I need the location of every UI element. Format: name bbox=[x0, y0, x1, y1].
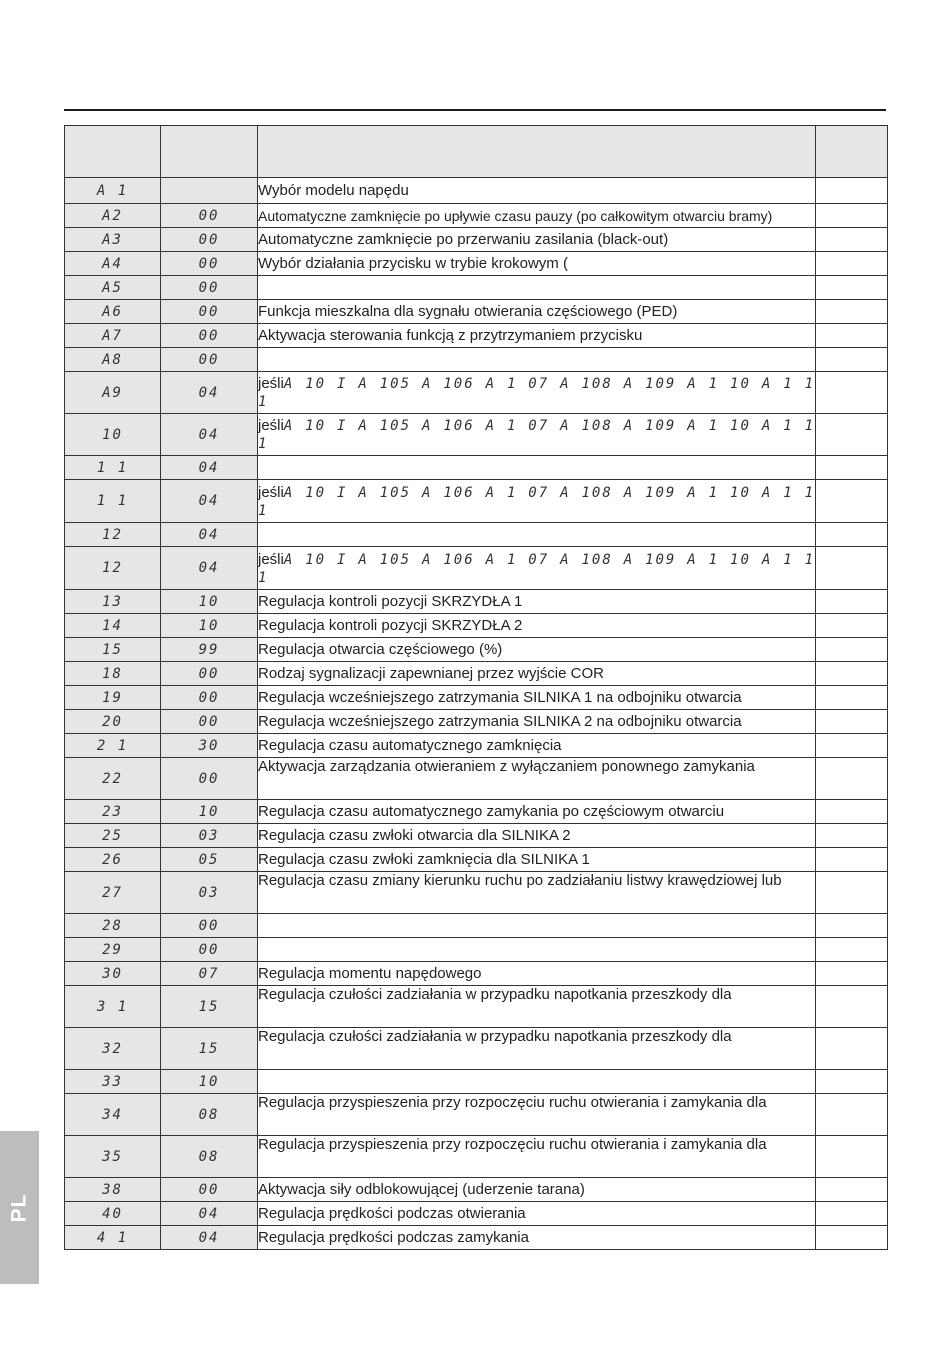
param-default: 04 bbox=[161, 480, 258, 523]
param-notes bbox=[816, 938, 888, 962]
param-notes bbox=[816, 372, 888, 414]
param-code: A8 bbox=[65, 348, 161, 372]
param-description bbox=[258, 480, 816, 523]
param-default: 00 bbox=[161, 252, 258, 276]
param-code: 13 bbox=[65, 590, 161, 614]
param-default: 00 bbox=[161, 228, 258, 252]
table-row bbox=[65, 547, 888, 590]
param-code: 34 bbox=[65, 1094, 161, 1136]
table-row bbox=[65, 1070, 888, 1094]
param-code: 32 bbox=[65, 1028, 161, 1070]
param-description bbox=[258, 348, 816, 372]
param-default: 08 bbox=[161, 1136, 258, 1178]
param-code: 3 1 bbox=[65, 986, 161, 1028]
param-description: Regulacja czułości zadziałania w przypadku napotkania przeszkody dla bbox=[258, 1028, 816, 1070]
table-row bbox=[65, 1178, 888, 1202]
table-row bbox=[65, 1136, 888, 1178]
param-default: 04 bbox=[161, 1226, 258, 1250]
param-description bbox=[258, 414, 816, 456]
param-notes bbox=[816, 204, 888, 228]
param-notes bbox=[816, 638, 888, 662]
param-description bbox=[258, 1070, 816, 1094]
param-notes bbox=[816, 662, 888, 686]
table-row bbox=[65, 324, 888, 348]
param-description bbox=[258, 372, 816, 414]
param-default: 00 bbox=[161, 686, 258, 710]
param-notes bbox=[816, 962, 888, 986]
param-notes bbox=[816, 758, 888, 800]
param-default: 10 bbox=[161, 590, 258, 614]
param-notes bbox=[816, 547, 888, 590]
param-default: 00 bbox=[161, 324, 258, 348]
header-cell-description bbox=[258, 126, 816, 178]
param-description: Regulacja czasu automatycznego zamknięcia bbox=[258, 734, 816, 758]
param-code: 14 bbox=[65, 614, 161, 638]
param-default: 00 bbox=[161, 710, 258, 734]
param-description: Wybór modelu napędu bbox=[258, 178, 816, 204]
param-default bbox=[161, 178, 258, 204]
param-notes bbox=[816, 1070, 888, 1094]
param-default: 05 bbox=[161, 848, 258, 872]
param-default: 00 bbox=[161, 938, 258, 962]
param-notes bbox=[816, 348, 888, 372]
param-notes bbox=[816, 414, 888, 456]
param-notes bbox=[816, 800, 888, 824]
param-code: 40 bbox=[65, 1202, 161, 1226]
table-row bbox=[65, 300, 888, 324]
table-row bbox=[65, 480, 888, 523]
param-description: Regulacja czasu automatycznego zamykania po częściowym otwarciu bbox=[258, 800, 816, 824]
table-row bbox=[65, 758, 888, 800]
param-description: Regulacja czułości zadziałania w przypadku napotkania przeszkody dla bbox=[258, 986, 816, 1028]
param-description: Funkcja mieszkalna dla sygnału otwierania częściowego (PED) bbox=[258, 300, 816, 324]
table-row bbox=[65, 1028, 888, 1070]
param-description: Regulacja przyspieszenia przy rozpoczęciu ruchu otwierania i zamykania dla bbox=[258, 1136, 816, 1178]
param-default: 03 bbox=[161, 824, 258, 848]
table-row bbox=[65, 914, 888, 938]
param-description: Regulacja kontroli pozycji SKRZYDŁA 2 bbox=[258, 614, 816, 638]
param-notes bbox=[816, 178, 888, 204]
param-description: Regulacja momentu napędowego bbox=[258, 962, 816, 986]
table-row bbox=[65, 523, 888, 547]
table-row bbox=[65, 938, 888, 962]
top-rule bbox=[64, 109, 886, 111]
table-row bbox=[65, 986, 888, 1028]
param-description bbox=[258, 914, 816, 938]
table-row bbox=[65, 614, 888, 638]
param-default: 00 bbox=[161, 758, 258, 800]
param-code: 27 bbox=[65, 872, 161, 914]
param-default: 00 bbox=[161, 300, 258, 324]
param-default: 99 bbox=[161, 638, 258, 662]
param-default: 04 bbox=[161, 414, 258, 456]
param-code: 10 bbox=[65, 414, 161, 456]
param-description: Regulacja czasu zwłoki otwarcia dla SILNIKA 2 bbox=[258, 824, 816, 848]
param-notes bbox=[816, 686, 888, 710]
table-row bbox=[65, 638, 888, 662]
param-description: Regulacja czasu zwłoki zamknięcia dla SILNIKA 1 bbox=[258, 848, 816, 872]
param-default: 00 bbox=[161, 348, 258, 372]
param-code: 4 1 bbox=[65, 1226, 161, 1250]
param-description bbox=[258, 523, 816, 547]
param-default: 08 bbox=[161, 1094, 258, 1136]
param-code: 29 bbox=[65, 938, 161, 962]
param-notes bbox=[816, 1178, 888, 1202]
param-notes bbox=[816, 252, 888, 276]
param-description: Regulacja przyspieszenia przy rozpoczęciu ruchu otwierania i zamykania dla bbox=[258, 1094, 816, 1136]
param-description: Automatyczne zamknięcie po przerwaniu zasilania (black-out) bbox=[258, 228, 816, 252]
param-notes bbox=[816, 614, 888, 638]
param-description bbox=[258, 456, 816, 480]
param-default: 10 bbox=[161, 800, 258, 824]
param-default: 00 bbox=[161, 662, 258, 686]
param-notes bbox=[816, 300, 888, 324]
table-row bbox=[65, 1226, 888, 1250]
table-row bbox=[65, 590, 888, 614]
param-description: Rodzaj sygnalizacji zapewnianej przez wyjście COR bbox=[258, 662, 816, 686]
param-notes bbox=[816, 986, 888, 1028]
param-default: 04 bbox=[161, 547, 258, 590]
condition-label: jeśli bbox=[258, 484, 284, 501]
param-description: Regulacja prędkości podczas zamykania bbox=[258, 1226, 816, 1250]
param-default: 07 bbox=[161, 962, 258, 986]
menu-code-list: A 10 I A 105 A 106 A 1 07 A 108 A 109 A 1 10 A 1 1 1 bbox=[258, 485, 815, 519]
table-row bbox=[65, 348, 888, 372]
param-description: Aktywacja siły odblokowującej (uderzenie tarana) bbox=[258, 1178, 816, 1202]
table-row bbox=[65, 686, 888, 710]
param-description: Regulacja otwarcia częściowego (%) bbox=[258, 638, 816, 662]
param-code: 22 bbox=[65, 758, 161, 800]
param-description: Regulacja czasu zmiany kierunku ruchu po zadziałaniu listwy krawędziowej lub bbox=[258, 872, 816, 914]
param-code: 1 1 bbox=[65, 480, 161, 523]
param-default: 10 bbox=[161, 614, 258, 638]
param-default: 00 bbox=[161, 204, 258, 228]
menu-code-list: A 10 I A 105 A 106 A 1 07 A 108 A 109 A 1 10 A 1 1 1 bbox=[258, 376, 815, 410]
param-description: Automatyczne zamknięcie po upływie czasu pauzy (po całkowitym otwarciu bramy) bbox=[258, 204, 816, 228]
param-notes bbox=[816, 710, 888, 734]
table-row bbox=[65, 228, 888, 252]
param-description bbox=[258, 547, 816, 590]
param-code: A 1 bbox=[65, 178, 161, 204]
param-notes bbox=[816, 914, 888, 938]
param-code: 30 bbox=[65, 962, 161, 986]
table-row bbox=[65, 204, 888, 228]
menu-code-list: A 10 I A 105 A 106 A 1 07 A 108 A 109 A 1 10 A 1 1 1 bbox=[258, 552, 815, 586]
table-row bbox=[65, 178, 888, 204]
param-default: 15 bbox=[161, 1028, 258, 1070]
condition-label: jeśli bbox=[258, 375, 284, 392]
header-cell-default bbox=[161, 126, 258, 178]
table-row bbox=[65, 662, 888, 686]
param-description: Regulacja wcześniejszego zatrzymania SILNIKA 1 na odbojniku otwarcia bbox=[258, 686, 816, 710]
param-description bbox=[258, 938, 816, 962]
param-code: A4 bbox=[65, 252, 161, 276]
param-description: Wybór działania przycisku w trybie krokowym ( bbox=[258, 252, 816, 276]
table-row bbox=[65, 848, 888, 872]
param-code: 19 bbox=[65, 686, 161, 710]
table-row bbox=[65, 252, 888, 276]
param-description bbox=[258, 276, 816, 300]
param-notes bbox=[816, 1136, 888, 1178]
table-row bbox=[65, 962, 888, 986]
param-code: A9 bbox=[65, 372, 161, 414]
param-notes bbox=[816, 1094, 888, 1136]
language-tab bbox=[0, 1131, 39, 1284]
param-notes bbox=[816, 456, 888, 480]
table-row bbox=[65, 734, 888, 758]
param-default: 15 bbox=[161, 986, 258, 1028]
menu-code-list: A 10 I A 105 A 106 A 1 07 A 108 A 109 A 1 10 A 1 1 1 bbox=[258, 418, 815, 452]
param-code: 38 bbox=[65, 1178, 161, 1202]
param-notes bbox=[816, 848, 888, 872]
param-notes bbox=[816, 824, 888, 848]
table-row bbox=[65, 1202, 888, 1226]
param-notes bbox=[816, 1028, 888, 1070]
param-code: 23 bbox=[65, 800, 161, 824]
param-code: A7 bbox=[65, 324, 161, 348]
param-code: 25 bbox=[65, 824, 161, 848]
param-notes bbox=[816, 872, 888, 914]
table-row bbox=[65, 1094, 888, 1136]
table-header-row bbox=[65, 126, 888, 178]
table-row bbox=[65, 414, 888, 456]
param-code: 18 bbox=[65, 662, 161, 686]
param-code: A6 bbox=[65, 300, 161, 324]
param-code: 12 bbox=[65, 547, 161, 590]
param-description: Aktywacja zarządzania otwieraniem z wyłączaniem ponownego zamykania bbox=[258, 758, 816, 800]
param-notes bbox=[816, 1202, 888, 1226]
table-row bbox=[65, 276, 888, 300]
table-row bbox=[65, 824, 888, 848]
table-row bbox=[65, 800, 888, 824]
param-description: Regulacja kontroli pozycji SKRZYDŁA 1 bbox=[258, 590, 816, 614]
param-code: 1 1 bbox=[65, 456, 161, 480]
table-row bbox=[65, 456, 888, 480]
param-notes bbox=[816, 590, 888, 614]
param-default: 00 bbox=[161, 1178, 258, 1202]
param-notes bbox=[816, 324, 888, 348]
param-notes bbox=[816, 734, 888, 758]
param-default: 04 bbox=[161, 372, 258, 414]
param-code: 20 bbox=[65, 710, 161, 734]
param-notes bbox=[816, 1226, 888, 1250]
param-code: 33 bbox=[65, 1070, 161, 1094]
param-code: A3 bbox=[65, 228, 161, 252]
param-default: 30 bbox=[161, 734, 258, 758]
language-tab-label: PL bbox=[7, 1193, 31, 1222]
param-default: 03 bbox=[161, 872, 258, 914]
param-default: 04 bbox=[161, 1202, 258, 1226]
table-row bbox=[65, 372, 888, 414]
param-code: 2 1 bbox=[65, 734, 161, 758]
param-code: A5 bbox=[65, 276, 161, 300]
param-default: 10 bbox=[161, 1070, 258, 1094]
param-code: 12 bbox=[65, 523, 161, 547]
table-row bbox=[65, 872, 888, 914]
param-notes bbox=[816, 228, 888, 252]
param-code: A2 bbox=[65, 204, 161, 228]
header-cell-parameter bbox=[65, 126, 161, 178]
param-notes bbox=[816, 480, 888, 523]
param-code: 15 bbox=[65, 638, 161, 662]
param-code: 28 bbox=[65, 914, 161, 938]
param-code: 35 bbox=[65, 1136, 161, 1178]
condition-label: jeśli bbox=[258, 417, 284, 434]
parameters-table bbox=[64, 125, 888, 1250]
condition-label: jeśli bbox=[258, 551, 284, 568]
param-code: 26 bbox=[65, 848, 161, 872]
param-description: Aktywacja sterowania funkcją z przytrzymaniem przycisku bbox=[258, 324, 816, 348]
param-default: 04 bbox=[161, 456, 258, 480]
header-cell-notes bbox=[816, 126, 888, 178]
param-notes bbox=[816, 276, 888, 300]
param-description: Regulacja wcześniejszego zatrzymania SILNIKA 2 na odbojniku otwarcia bbox=[258, 710, 816, 734]
param-default: 04 bbox=[161, 523, 258, 547]
param-default: 00 bbox=[161, 914, 258, 938]
param-default: 00 bbox=[161, 276, 258, 300]
table-row bbox=[65, 710, 888, 734]
param-description: Regulacja prędkości podczas otwierania bbox=[258, 1202, 816, 1226]
param-notes bbox=[816, 523, 888, 547]
